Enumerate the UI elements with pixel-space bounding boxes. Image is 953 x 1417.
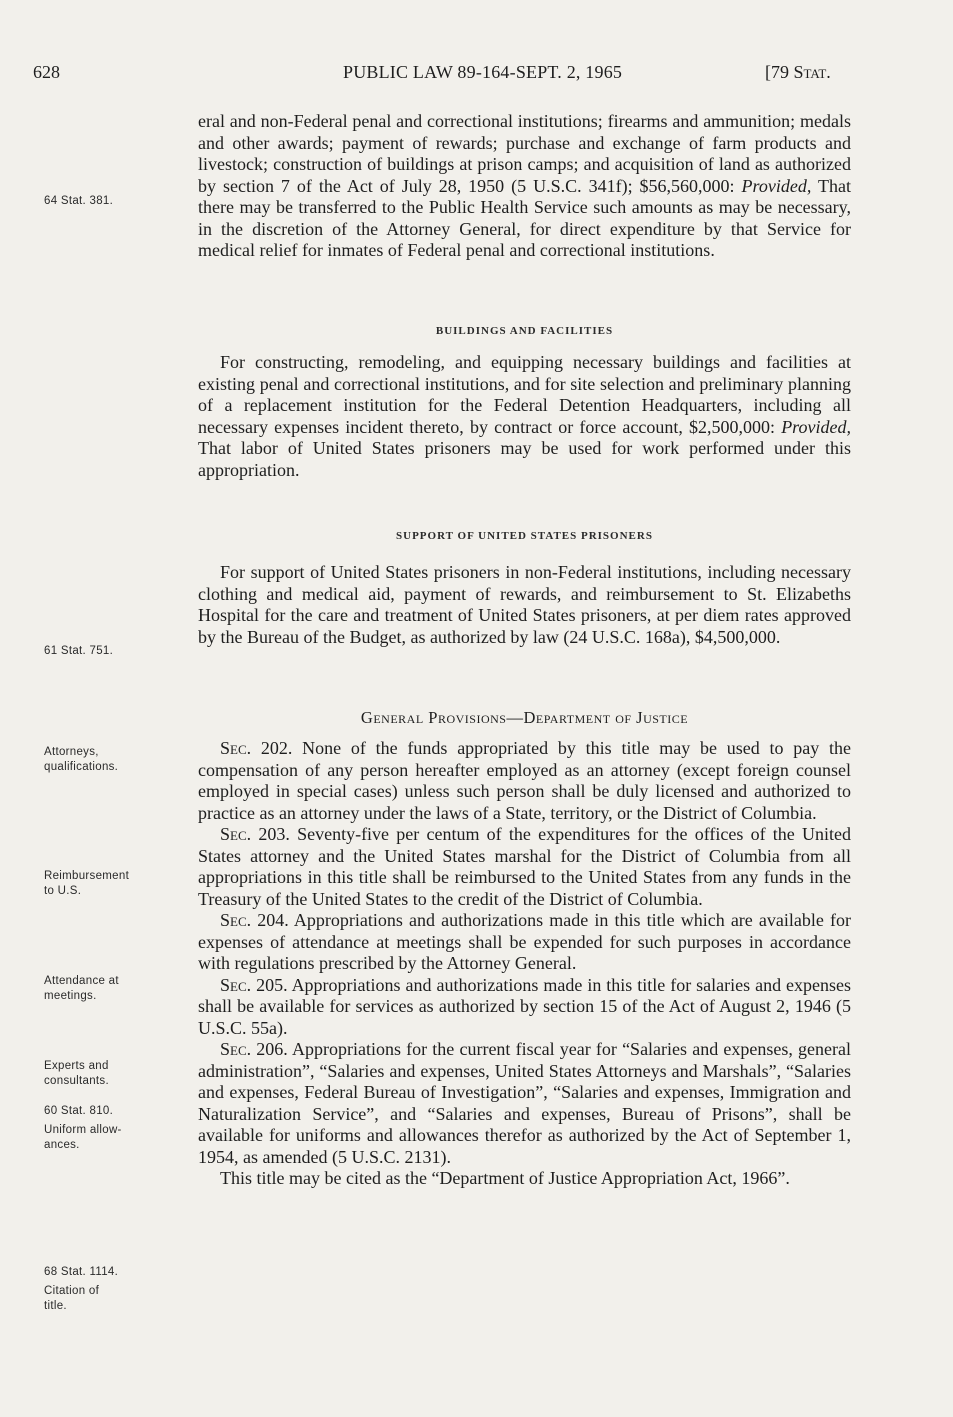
margin-note-uniform: Uniform allow- ances. (44, 1124, 122, 1151)
section-206: Sec. 206. Appropriations for the current fiscal year for “Salaries and expenses, general administration”, “Salaries and expenses, United States Attorneys and Marshals”, “Salaries and expenses, Federal Bureau of Investigation”, “Salaries and expenses, Immigration and Naturalization Service”, and “Salaries and expenses, Bureau of Prisons”, shall be available for uniforms and allowances therefor as authorized by the Act of September 1, 1954, as amended (5 U.S.C. 2131). (198, 1039, 851, 1167)
section-205: Sec. 205. Appropriations and authorizations made in this title for salaries and expenses shall be available for services as authorized by section 15 of the Act of August 2, 1946 (5 U.S.C. 55a). (198, 974, 851, 1038)
citation-paragraph: This title may be cited as the “Department of Justice Appropriation Act, 1966”. (220, 1168, 790, 1188)
margin-note-citation: Citation of title. (44, 1285, 100, 1312)
margin-note-attendance: Attendance at meetings. (44, 975, 119, 1002)
margin-note-reimbursement: Reimbursement to U.S. (44, 870, 130, 897)
margin-note-60-stat: 60 Stat. 810. (44, 1105, 114, 1117)
prison-appropriation-paragraph: eral and non-Federal penal and correctional institutions; firearms and ammunition; medals and other awards; payment of rewards; purchase and exchange of farm products and livestock; construction of buildings at prison camps; and acquisition of land as authorized by section 7 of the Act of July 28, 1950 (5 U.S.C. 341f); $56,560,000: Provided, That there may be transferred to the Public Health Service such amounts as may be necessary, in the discretion of the Attorney General, for direct expenditure by that Service for medical relief for inmates of Federal penal and correctional institutions. (198, 111, 851, 260)
support-paragraph: For support of United States prisoners in non-Federal institutions, including necessary clothing and medical aid, payment of rewards, and reimbursement to St. Elizabeths Hospital for the care and treatment of United States prisoners, at per diem rates approved by the Bureau of the Budget, as authorized by law (24 U.S.C. 168a), $4,500,000. (198, 562, 851, 647)
page-number: 628 (33, 62, 60, 82)
section-203: Sec. 203. Seventy-five per centum of the expenditures for the offices of the United States attorney and the United States marshal for the District of Columbia from all appropriations in this title shall be reimbursed to the United States from any funds in the Treasury of the United States to the credit of the District of Columbia. (198, 824, 851, 909)
general-provisions-heading: General Provisions—Department of Justice (360, 708, 689, 727)
page-header (0, 62, 953, 88)
margin-note-64-stat: 64 Stat. 381. (44, 195, 114, 207)
buildings-heading: BUILDINGS AND FACILITIES (435, 325, 614, 337)
margin-note-61-stat: 61 Stat. 751. (44, 645, 114, 657)
page-title: PUBLIC LAW 89-164-SEPT. 2, 1965 (343, 62, 623, 82)
margin-note-experts: Experts and consultants. (44, 1060, 109, 1087)
margin-note-attorneys: Attorneys, qualifications. (44, 746, 119, 773)
support-heading: SUPPORT OF UNITED STATES PRISONERS (396, 530, 653, 542)
section-202: Sec. 202. None of the funds appropriated by this title may be used to pay the compensation of any person hereafter employed as an attorney (except foreign counsel employed in special cases) unless such person shall be duly licensed and authorized to practice as an attorney under the laws of a State, territory, or the District of Columbia. (198, 738, 851, 823)
section-204: Sec. 204. Appropriations and authorizations made in this title which are available for expenses of attendance at meetings shall be expended for such purposes in accordance with regulations prescribed by the Attorney General. (198, 910, 851, 973)
statute-reference: [79 Stat. (765, 62, 831, 82)
general-provisions-body (198, 738, 851, 1190)
buildings-paragraph: For constructing, remodeling, and equipping necessary buildings and facilities at existing penal and correctional institutions, and for site selection and preliminary planning of a replacement institution for the Federal Detention Headquarters, including all necessary expenses incident thereto, by contract or force account, $2,500,000: Provided, That labor of United States prisoners may be used for work performed under this appropriation. (198, 352, 851, 480)
margin-note-68-stat: 68 Stat. 1114. (44, 1266, 119, 1278)
